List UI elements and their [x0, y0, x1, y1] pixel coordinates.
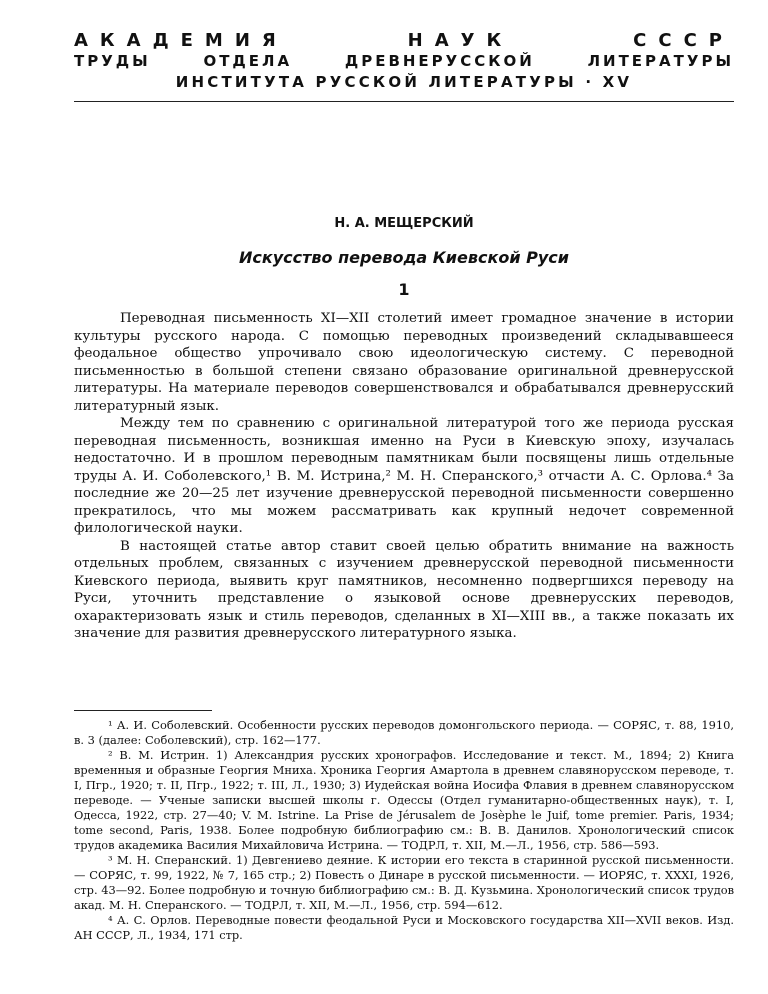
footnote: ³ М. Н. Сперанский. 1) Девгениево деяние. К истории его текста в старинной русской письменности. — СОРЯС, т. 99, 1922, № 7, 165 стр.; 2) Повесть о Динаре в русской письменности. — ИОРЯС, т. XXXI, 1926, стр. 43—92. Более подробную и точную библиографию см.: В. Д. Кузьмина. Хронологический список трудов акад. М. Н. Сперанского. — ТОДРЛ, т. XII, М.—Л., 1956, стр. 594—612. [74, 853, 734, 912]
journal-page [74, 30, 734, 942]
body-paragraph: В настоящей статье автор ставит своей целью обратить внимание на важность отдельных проблем, связанных с изучением древнерусской переводной письменности Киевского периода, выявить круг памятников, несомненно подвергшихся переводу на Руси, уточнить представление о языковой основе древнерусских переводов, охарактеризовать язык и стиль переводов, сделанных в XI—XIII вв., а также показать их значение для развития древнерусского литературного языка. [74, 538, 734, 641]
header-line-proceedings [74, 51, 734, 72]
footnote-rule [74, 710, 212, 711]
footnote: ⁴ А. С. Орлов. Переводные повести феодальной Руси и Московского государства XII—XVII веков. Изд. АН СССР, Л., 1934, 171 стр. [74, 913, 734, 942]
header-rule [74, 101, 734, 102]
header-word: ТРУДЫ [74, 52, 151, 70]
footnote: ¹ А. И. Соболевский. Особенности русских переводов домонгольского периода. — СОРЯС, т. 88, 1910, в. 3 (далее: Соболевский), стр. 162—177. [74, 718, 734, 747]
header-word: СССР [633, 30, 734, 51]
footnote: ² В. М. Истрин. 1) Александрия русских хронографов. Исследование и текст. М., 1894; 2) Книга временныя и образные Георгия Мниха. Хроника Георгия Амартола в древнем славянорусском переводе, т. I, Пгр., 1920; т. II, Пгр., 1922; т. III, Л., 1930; 3) Иудейская война Иосифа Флавия в древнем славянорусском переводе. — Ученые записки высшей школы г. Одессы (Отдел гуманитарно-общественных наук), т. I, Одесса, 1922, стр. 27—40; V. M. Istrine. La Prise de Jérusalem de Josèphe le Juif, tome premier. Paris, 1934; tome second, Paris, 1938. Более подробную библиографию см.: В. В. Данилов. Хронологический список трудов академика Василия Михайловича Истрина. — ТОДРЛ, т. XII, М.—Л., 1956, стр. 586—593. [74, 748, 734, 852]
header-word: ДРЕВНЕРУССКОЙ [344, 52, 535, 70]
header-word: ЛИТЕРАТУРЫ [587, 52, 734, 70]
header-word: ОТДЕЛА [203, 52, 293, 70]
article-author: Н. А. МЕЩЕРСКИЙ [334, 216, 474, 231]
header-line-academy [74, 30, 734, 51]
header-word: НАУК [407, 30, 514, 51]
section-number: 1 [398, 280, 410, 299]
footnotes [74, 718, 734, 943]
article-body [74, 310, 734, 643]
article-title: Искусство перевода Киевской Руси [239, 248, 569, 267]
header-institute: ИНСТИТУТА РУССКОЙ ЛИТЕРАТУРЫ · XV [175, 73, 633, 91]
header-line-institute [74, 72, 734, 93]
journal-header [74, 30, 734, 102]
header-word: АКАДЕМИЯ [74, 30, 288, 51]
body-paragraph: Переводная письменность XI—XII столетий имеет громадное значение в истории культуры русского народа. С помощью переводных произведений складывавшееся феодальное общество упрочивало свою идеологическую систему. С переводной письменностью в большой степени связано образование оригинальной древнерусской литературы. На материале переводов совершенствовался и обрабатывался древнерусский литературный язык. [74, 311, 734, 414]
body-paragraph: Между тем по сравнению с оригинальной литературой того же периода русская переводная письменность, возникшая именно на Руси в Киевскую эпоху, изучалась недостаточно. И в прошлом переводным памятникам были посвящены лишь отдельные труды А. И. Соболевского,¹ В. М. Истрина,² М. Н. Сперанского,³ отчасти А. С. Орлова.⁴ За последние же 20—25 лет изучение древнерусской переводной письменности совершенно прекратилось, что мы можем рассматривать как крупный недочет современной филологической науки. [74, 416, 734, 536]
